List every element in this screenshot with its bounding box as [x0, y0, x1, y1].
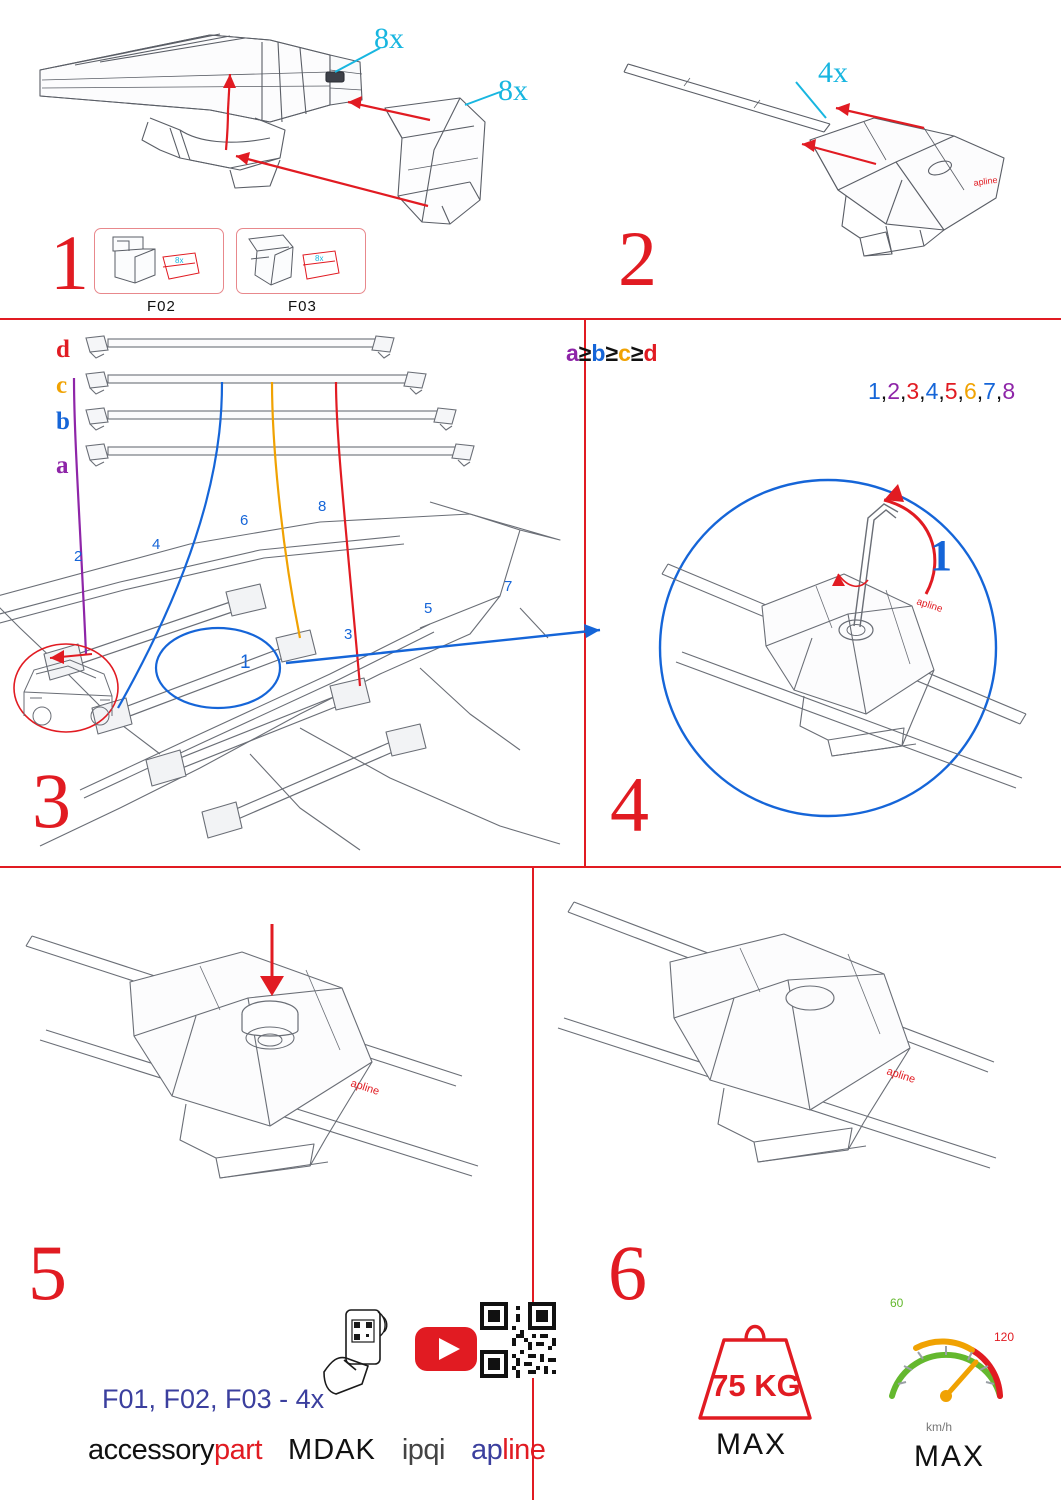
speed-limit-label: MAX [914, 1440, 986, 1473]
divider-col-row3 [532, 866, 534, 1500]
speed-unit-label: km/h [926, 1420, 953, 1434]
position-number-8: 8 [318, 498, 327, 515]
step-number-5: 5 [28, 1229, 67, 1316]
part-box-f03 [236, 228, 366, 294]
step4-illustration [616, 478, 1046, 808]
position-number-2: 2 [74, 548, 83, 565]
inequality-note: a≥b≥c≥d [566, 340, 658, 366]
svg-text:apline: apline [349, 1077, 381, 1098]
step-number-6: 6 [608, 1229, 647, 1316]
part-label-f03: F03 [288, 298, 317, 315]
bar-label-c: c [56, 372, 68, 399]
weight-limit-label: MAX [716, 1428, 788, 1461]
brand-accessorypart: accessorypart [88, 1434, 263, 1466]
bar-label-b: b [56, 408, 70, 435]
bar-label-d: d [56, 336, 70, 363]
position-number-4: 4 [152, 536, 161, 553]
position-number-5: 5 [424, 600, 433, 617]
part-label-f02: F02 [147, 298, 176, 315]
speed-max-label: 120 [994, 1330, 1015, 1344]
step3-crossbars [78, 332, 498, 482]
svg-text:8x: 8x [315, 254, 324, 263]
divider-row2 [0, 866, 1061, 868]
divider-row1 [0, 318, 1061, 320]
position-number-1: 1 [240, 652, 251, 673]
step4-callout-1: 1 [930, 531, 952, 580]
step6-illustration [548, 882, 1028, 1202]
parts-summary: F01, F02, F03 - 4x [102, 1384, 325, 1414]
qr-code[interactable] [480, 1302, 556, 1378]
svg-text:8x: 8x [175, 256, 184, 265]
step1-qty-2: 8x [498, 74, 528, 107]
youtube-icon[interactable] [414, 1326, 478, 1372]
step4-sequence: 1,2,3,4,5,6,7,8 [868, 378, 1016, 404]
svg-text:apline: apline [915, 596, 944, 616]
speed-min-label: 60 [890, 1296, 904, 1310]
step-number-2: 2 [618, 215, 657, 302]
step1-qty-1: 8x [374, 22, 404, 55]
divider-col-row2 [584, 318, 586, 866]
brand-apline: apline [470, 1434, 546, 1466]
position-number-3: 3 [344, 626, 353, 643]
step2-qty-1: 4x [818, 56, 848, 89]
step3-vehicle-front-hint [8, 630, 128, 740]
step1-illustration [30, 10, 590, 240]
step-number-1: 1 [50, 219, 89, 306]
position-number-6: 6 [240, 512, 249, 529]
svg-text:apline: apline [972, 174, 999, 188]
part-box-f02 [94, 228, 224, 294]
brand-row [88, 1434, 545, 1467]
speed-limit-icon [876, 1300, 1016, 1422]
phone-qr-icon [322, 1308, 392, 1400]
step-number-4: 4 [610, 761, 649, 848]
step5-illustration [20, 890, 500, 1210]
weight-limit-icon [690, 1306, 820, 1428]
step-number-3: 3 [32, 757, 71, 844]
brand-mdak: MDAK [288, 1434, 376, 1466]
weight-limit-value: 75 KG [711, 1368, 801, 1403]
position-number-7: 7 [504, 578, 513, 595]
brand-ipqi: ipqi [401, 1434, 445, 1466]
bar-label-a: a [56, 452, 69, 479]
svg-text:apline: apline [885, 1065, 917, 1086]
